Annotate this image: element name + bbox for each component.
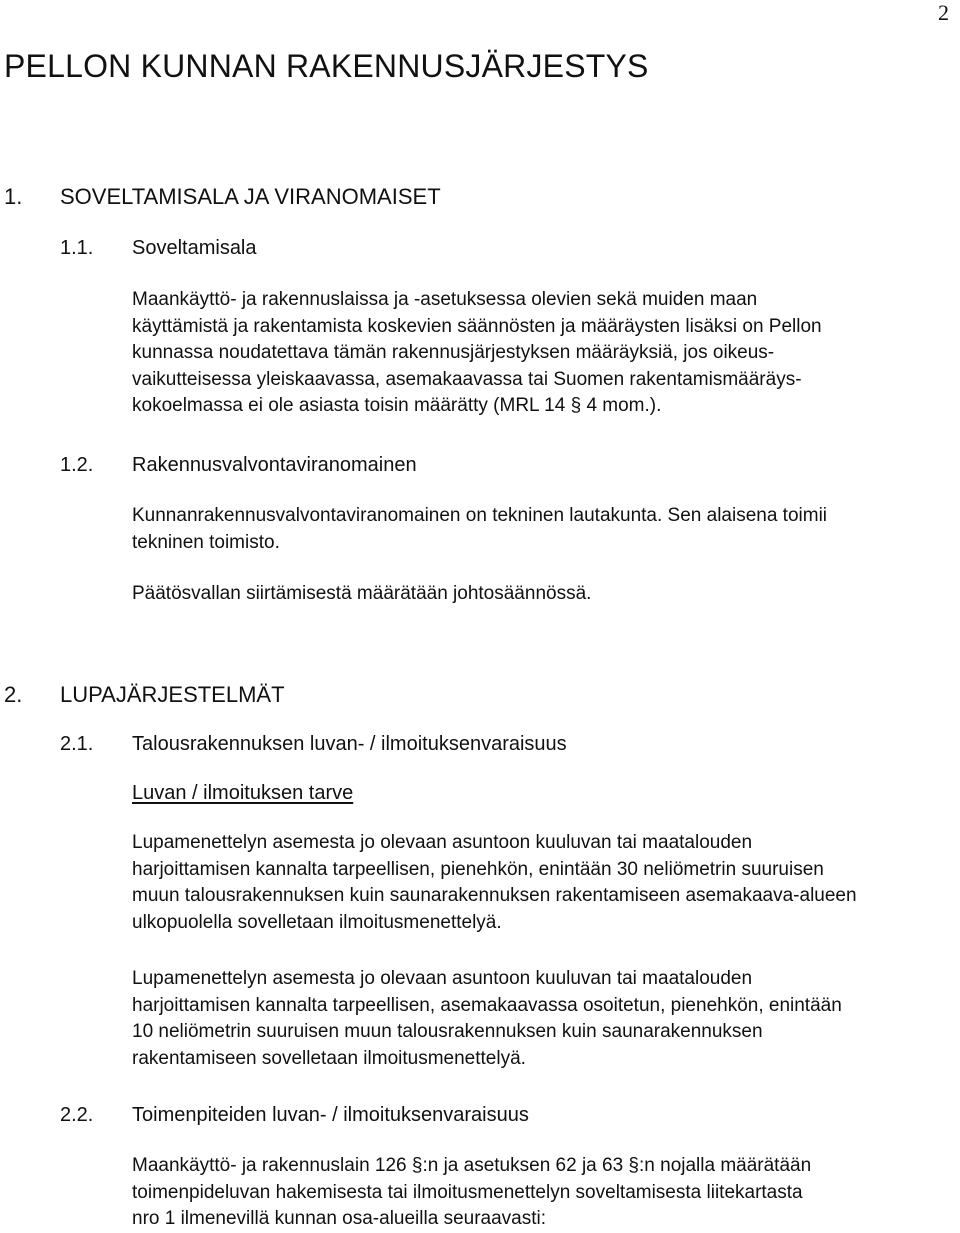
subsection-2-1-heading: Talousrakennuksen luvan- / ilmoituksenvaraisuus [132,733,567,755]
paragraph-line: käyttämistä ja rakentamista koskevien säännösten ja määräysten lisäksi on Pellon [132,315,822,337]
section-2-number: 2. [4,682,23,707]
paragraph-line: Maankäyttö- ja rakennuslain 126 §:n ja asetuksen 62 ja 63 §:n nojalla määrätään [132,1155,812,1176]
paragraph-line: rakentamiseen sovelletaan ilmoitusmenettelyä. [132,1047,526,1069]
paragraph-1-1 [132,287,822,420]
section-1-number: 1. [4,184,23,209]
paragraph-line: Maankäyttö- ja rakennuslaissa ja -asetuksessa olevien sekä muiden maan [132,289,758,310]
paragraph-line: ulkopuolella sovelletaan ilmoitusmenettelyä. [132,911,502,933]
subsection-1-1-heading: Soveltamisala [132,237,257,259]
paragraph-line: nro 1 ilmenevillä kunnan osa-alueilla seuraavasti: [132,1208,547,1229]
document-title: PELLON KUNNAN RAKENNUSJÄRJESTYS [4,48,649,84]
paragraph-line: Päätösvallan siirtämisestä määrätään johtosäännössä. [132,583,592,604]
paragraph-line: tekninen toimisto. [132,531,280,553]
paragraph-line: harjoittamisen kannalta tarpeellisen, pienehkön, enintään 30 neliömetrin suuruisen [132,858,824,880]
paragraph-2-1-b [132,966,842,1072]
subsection-2-1-subheading: Luvan / ilmoituksen tarve [132,782,354,804]
paragraph-line: Kunnanrakennusvalvontaviranomainen on tekninen lautakunta. Sen alaisena toimii [132,505,828,526]
paragraph-line: kunnassa noudatettava tämän rakennusjärjestyksen määräyksiä, jos oikeus- [132,342,775,363]
paragraph-line: 10 neliömetrin suuruisen muun talousrakennuksen kuin saunarakennuksen [132,1021,763,1042]
page-number: 2 [938,0,949,25]
paragraph-line: toimenpideluvan hakemisesta tai ilmoitusmenettelyn soveltamisesta liitekartasta [132,1181,803,1203]
paragraph-2-1-a [132,830,857,936]
section-1-heading: SOVELTAMISALA JA VIRANOMAISET [60,184,441,209]
subsection-2-1-number: 2.1. [60,733,94,755]
paragraph-line: vaikutteisessa yleiskaavassa, asemakaavassa tai Suomen rakentamismääräys- [132,368,802,390]
paragraph-1-2-b [132,581,591,608]
paragraph-line: harjoittamisen kannalta tarpeellisen, asemakaavassa osoitetun, pienehkön, enintään [132,994,842,1016]
subsection-1-2-number: 1.2. [60,454,94,476]
paragraph-1-2-a [132,503,827,556]
subsection-1-2-heading: Rakennusvalvontaviranomainen [132,454,417,476]
section-2-heading: LUPAJÄRJESTELMÄT [60,682,285,707]
paragraph-2-2 [132,1153,811,1233]
subsection-1-1-number: 1.1. [60,237,94,259]
paragraph-line: muun talousrakennuksen kuin saunarakennuksen rakentamiseen asemakaava-alueen [132,885,857,906]
subsection-2-2-heading: Toimenpiteiden luvan- / ilmoituksenvaraisuus [132,1104,529,1126]
subsection-2-2-number: 2.2. [60,1104,94,1126]
paragraph-line: Lupamenettelyn asemesta jo olevaan asuntoon kuuluvan tai maatalouden [132,832,753,853]
paragraph-line: Lupamenettelyn asemesta jo olevaan asuntoon kuuluvan tai maatalouden [132,968,753,989]
paragraph-line: kokoelmassa ei ole asiasta toisin määrätty (MRL 14 § 4 mom.). [132,395,662,416]
